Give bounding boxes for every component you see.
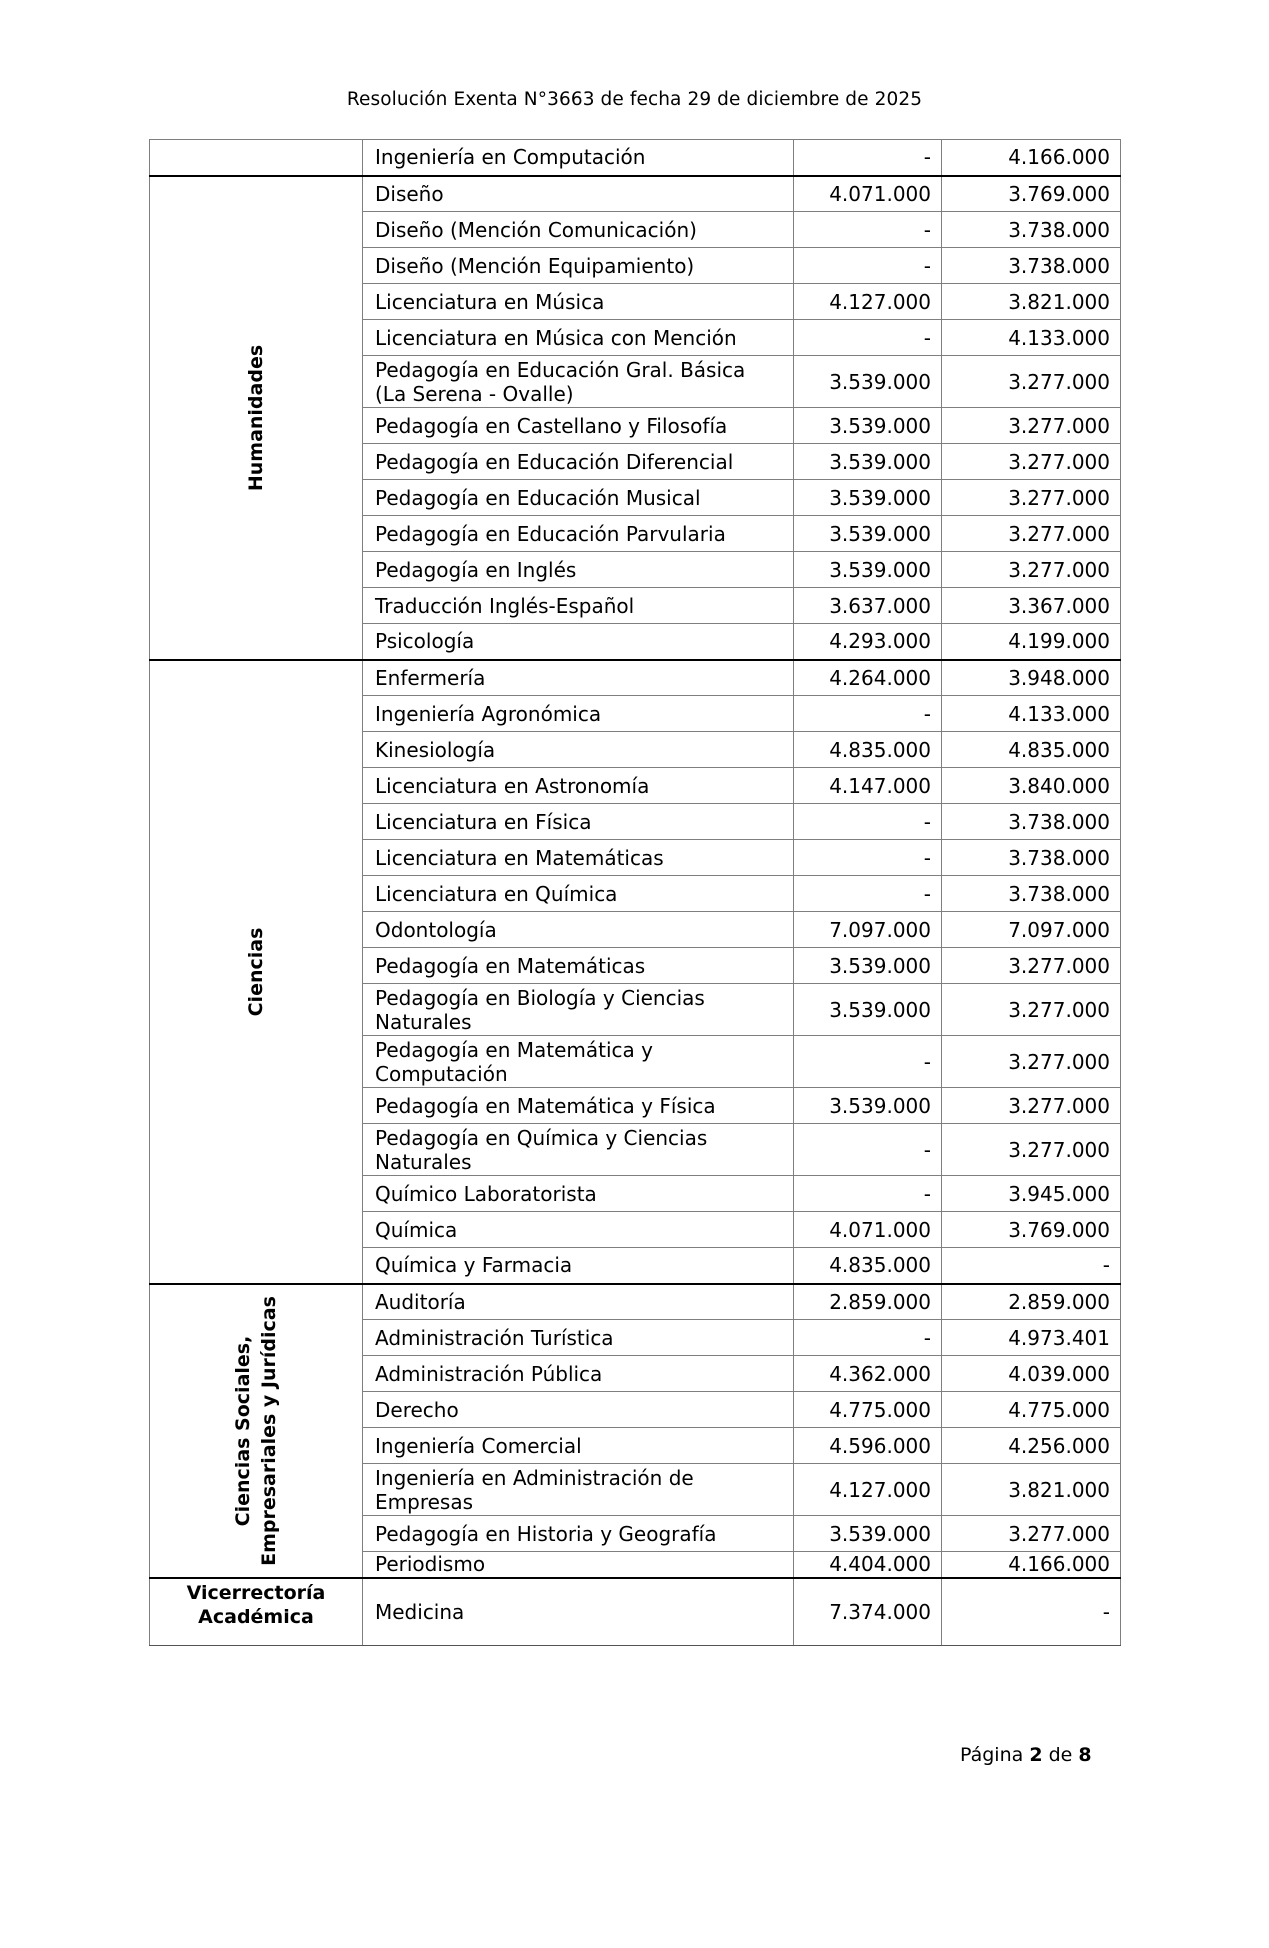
program-name: Ingeniería en Administración de Empresas [363, 1464, 794, 1516]
fee-a: 4.362.000 [794, 1356, 942, 1392]
fee-b: 3.277.000 [942, 516, 1121, 552]
program-name: Pedagogía en Educación Gral. Básica (La Serena - Ovalle) [363, 356, 794, 408]
fee-b: 3.769.000 [942, 176, 1121, 212]
fee-a: 7.374.000 [794, 1578, 942, 1646]
program-name: Pedagogía en Educación Musical [363, 480, 794, 516]
program-name: Pedagogía en Matemática y Computación [363, 1036, 794, 1088]
fee-a: 3.539.000 [794, 948, 942, 984]
program-name: Pedagogía en Educación Diferencial [363, 444, 794, 480]
fee-a: 4.596.000 [794, 1428, 942, 1464]
fee-b: 3.738.000 [942, 804, 1121, 840]
document-header: Resolución Exenta N°3663 de fecha 29 de diciembre de 2025 [346, 89, 923, 110]
fee-b: 3.840.000 [942, 768, 1121, 804]
fee-b: 3.769.000 [942, 1212, 1121, 1248]
fee-a: 3.539.000 [794, 552, 942, 588]
fee-a: 3.539.000 [794, 516, 942, 552]
program-name: Psicología [363, 624, 794, 660]
fee-b: 4.775.000 [942, 1392, 1121, 1428]
fee-b: 4.039.000 [942, 1356, 1121, 1392]
program-name: Administración Turística [363, 1320, 794, 1356]
fee-b: 3.738.000 [942, 212, 1121, 248]
page-of: de [1048, 1744, 1073, 1766]
fee-a: - [794, 696, 942, 732]
program-name: Kinesiología [363, 732, 794, 768]
table-row [150, 176, 1121, 212]
faculty-ciencias [150, 660, 363, 1284]
fee-a: - [794, 876, 942, 912]
fee-b: 3.821.000 [942, 1464, 1121, 1516]
faculty-label-line1: Ciencias Sociales, [232, 1335, 254, 1526]
fee-b: 3.277.000 [942, 1124, 1121, 1176]
program-name: Pedagogía en Matemáticas [363, 948, 794, 984]
fee-b: 3.277.000 [942, 948, 1121, 984]
program-name: Ingeniería Comercial [363, 1428, 794, 1464]
program-name: Medicina [363, 1578, 794, 1646]
fee-b: - [942, 1578, 1121, 1646]
fee-b: 2.859.000 [942, 1284, 1121, 1320]
fee-a: 3.539.000 [794, 480, 942, 516]
fee-b: 3.277.000 [942, 408, 1121, 444]
program-name: Licenciatura en Física [363, 804, 794, 840]
program-name: Licenciatura en Música [363, 284, 794, 320]
fee-b: 3.821.000 [942, 284, 1121, 320]
fee-a: 4.071.000 [794, 176, 942, 212]
table-row [150, 1578, 1121, 1646]
faculty-label-line1: Vicerrectoría [186, 1581, 326, 1604]
program-name: Ingeniería en Computación [363, 140, 794, 176]
fee-a: - [794, 320, 942, 356]
program-name: Auditoría [363, 1284, 794, 1320]
faculty-label: Ciencias [245, 927, 267, 1016]
program-name: Periodismo [363, 1552, 794, 1578]
program-name: Diseño [363, 176, 794, 212]
program-name: Administración Pública [363, 1356, 794, 1392]
program-name: Química [363, 1212, 794, 1248]
fee-b: 3.948.000 [942, 660, 1121, 696]
fee-a: - [794, 1320, 942, 1356]
fee-a: - [794, 1124, 942, 1176]
fee-a: 4.775.000 [794, 1392, 942, 1428]
fee-a: 4.127.000 [794, 1464, 942, 1516]
fee-b: 4.133.000 [942, 320, 1121, 356]
program-name: Pedagogía en Educación Parvularia [363, 516, 794, 552]
fee-b: 4.133.000 [942, 696, 1121, 732]
fee-a: 3.539.000 [794, 1088, 942, 1124]
fee-b: 3.277.000 [942, 444, 1121, 480]
fee-a: 3.539.000 [794, 444, 942, 480]
fee-b: 3.367.000 [942, 588, 1121, 624]
fee-b: - [942, 1248, 1121, 1284]
fee-a: 4.127.000 [794, 284, 942, 320]
fee-a: 4.071.000 [794, 1212, 942, 1248]
faculty-label [230, 1296, 282, 1566]
faculty-cell [150, 140, 363, 176]
fee-a: 4.293.000 [794, 624, 942, 660]
page-total: 8 [1078, 1744, 1092, 1766]
faculty-humanidades [150, 176, 363, 660]
fee-b: 3.738.000 [942, 840, 1121, 876]
fee-b: 4.256.000 [942, 1428, 1121, 1464]
fee-a: 3.637.000 [794, 588, 942, 624]
program-name: Pedagogía en Matemática y Física [363, 1088, 794, 1124]
faculty-label: Humanidades [245, 344, 267, 491]
program-name: Diseño (Mención Equipamiento) [363, 248, 794, 284]
fee-b: 3.277.000 [942, 1036, 1121, 1088]
program-name: Diseño (Mención Comunicación) [363, 212, 794, 248]
fee-a: 3.539.000 [794, 984, 942, 1036]
program-name: Derecho [363, 1392, 794, 1428]
fees-table [149, 139, 1121, 1646]
faculty-ciencias-sociales [150, 1284, 363, 1578]
program-name: Licenciatura en Matemáticas [363, 840, 794, 876]
fee-a: - [794, 1176, 942, 1212]
faculty-label-line2: Académica [198, 1605, 314, 1628]
fee-a: - [794, 140, 942, 176]
fee-b: 3.277.000 [942, 480, 1121, 516]
fee-b: 3.738.000 [942, 248, 1121, 284]
faculty-label-line2: Empresariales y Jurídicas [258, 1295, 280, 1566]
program-name: Ingeniería Agronómica [363, 696, 794, 732]
fee-b: 4.166.000 [942, 1552, 1121, 1578]
table-row [150, 1284, 1121, 1320]
table-row [150, 660, 1121, 696]
program-name: Química y Farmacia [363, 1248, 794, 1284]
fee-a: 2.859.000 [794, 1284, 942, 1320]
program-name: Pedagogía en Química y Ciencias Naturales [363, 1124, 794, 1176]
fee-b: 4.973.401 [942, 1320, 1121, 1356]
page-label: Página [960, 1744, 1024, 1766]
fee-a: - [794, 1036, 942, 1088]
fee-b: 3.277.000 [942, 552, 1121, 588]
program-name: Pedagogía en Castellano y Filosofía [363, 408, 794, 444]
fee-b: 3.277.000 [942, 984, 1121, 1036]
fee-a: 4.835.000 [794, 1248, 942, 1284]
fee-a: 4.404.000 [794, 1552, 942, 1578]
fee-b: 3.277.000 [942, 1516, 1121, 1552]
page-current: 2 [1029, 1744, 1043, 1766]
program-name: Pedagogía en Biología y Ciencias Naturales [363, 984, 794, 1036]
fee-b: 3.277.000 [942, 356, 1121, 408]
program-name: Licenciatura en Química [363, 876, 794, 912]
fee-a: 7.097.000 [794, 912, 942, 948]
fee-a: 4.264.000 [794, 660, 942, 696]
fee-a: - [794, 804, 942, 840]
program-name: Odontología [363, 912, 794, 948]
fee-b: 4.166.000 [942, 140, 1121, 176]
program-name: Químico Laboratorista [363, 1176, 794, 1212]
fee-a: 3.539.000 [794, 356, 942, 408]
fee-a: - [794, 840, 942, 876]
page-number [960, 1744, 1092, 1766]
program-name: Pedagogía en Historia y Geografía [363, 1516, 794, 1552]
fee-b: 4.835.000 [942, 732, 1121, 768]
fee-b: 4.199.000 [942, 624, 1121, 660]
program-name: Enfermería [363, 660, 794, 696]
fee-a: 4.835.000 [794, 732, 942, 768]
fee-a: 4.147.000 [794, 768, 942, 804]
fee-b: 3.945.000 [942, 1176, 1121, 1212]
fee-b: 3.277.000 [942, 1088, 1121, 1124]
fee-a: 3.539.000 [794, 408, 942, 444]
program-name: Licenciatura en Música con Mención [363, 320, 794, 356]
program-name: Traducción Inglés-Español [363, 588, 794, 624]
fee-a: - [794, 212, 942, 248]
program-name: Licenciatura en Astronomía [363, 768, 794, 804]
fee-a: - [794, 248, 942, 284]
table-row [150, 140, 1121, 176]
fee-a: 3.539.000 [794, 1516, 942, 1552]
fee-b: 7.097.000 [942, 912, 1121, 948]
faculty-vicerrectoria [150, 1578, 363, 1646]
program-name: Pedagogía en Inglés [363, 552, 794, 588]
fee-b: 3.738.000 [942, 876, 1121, 912]
